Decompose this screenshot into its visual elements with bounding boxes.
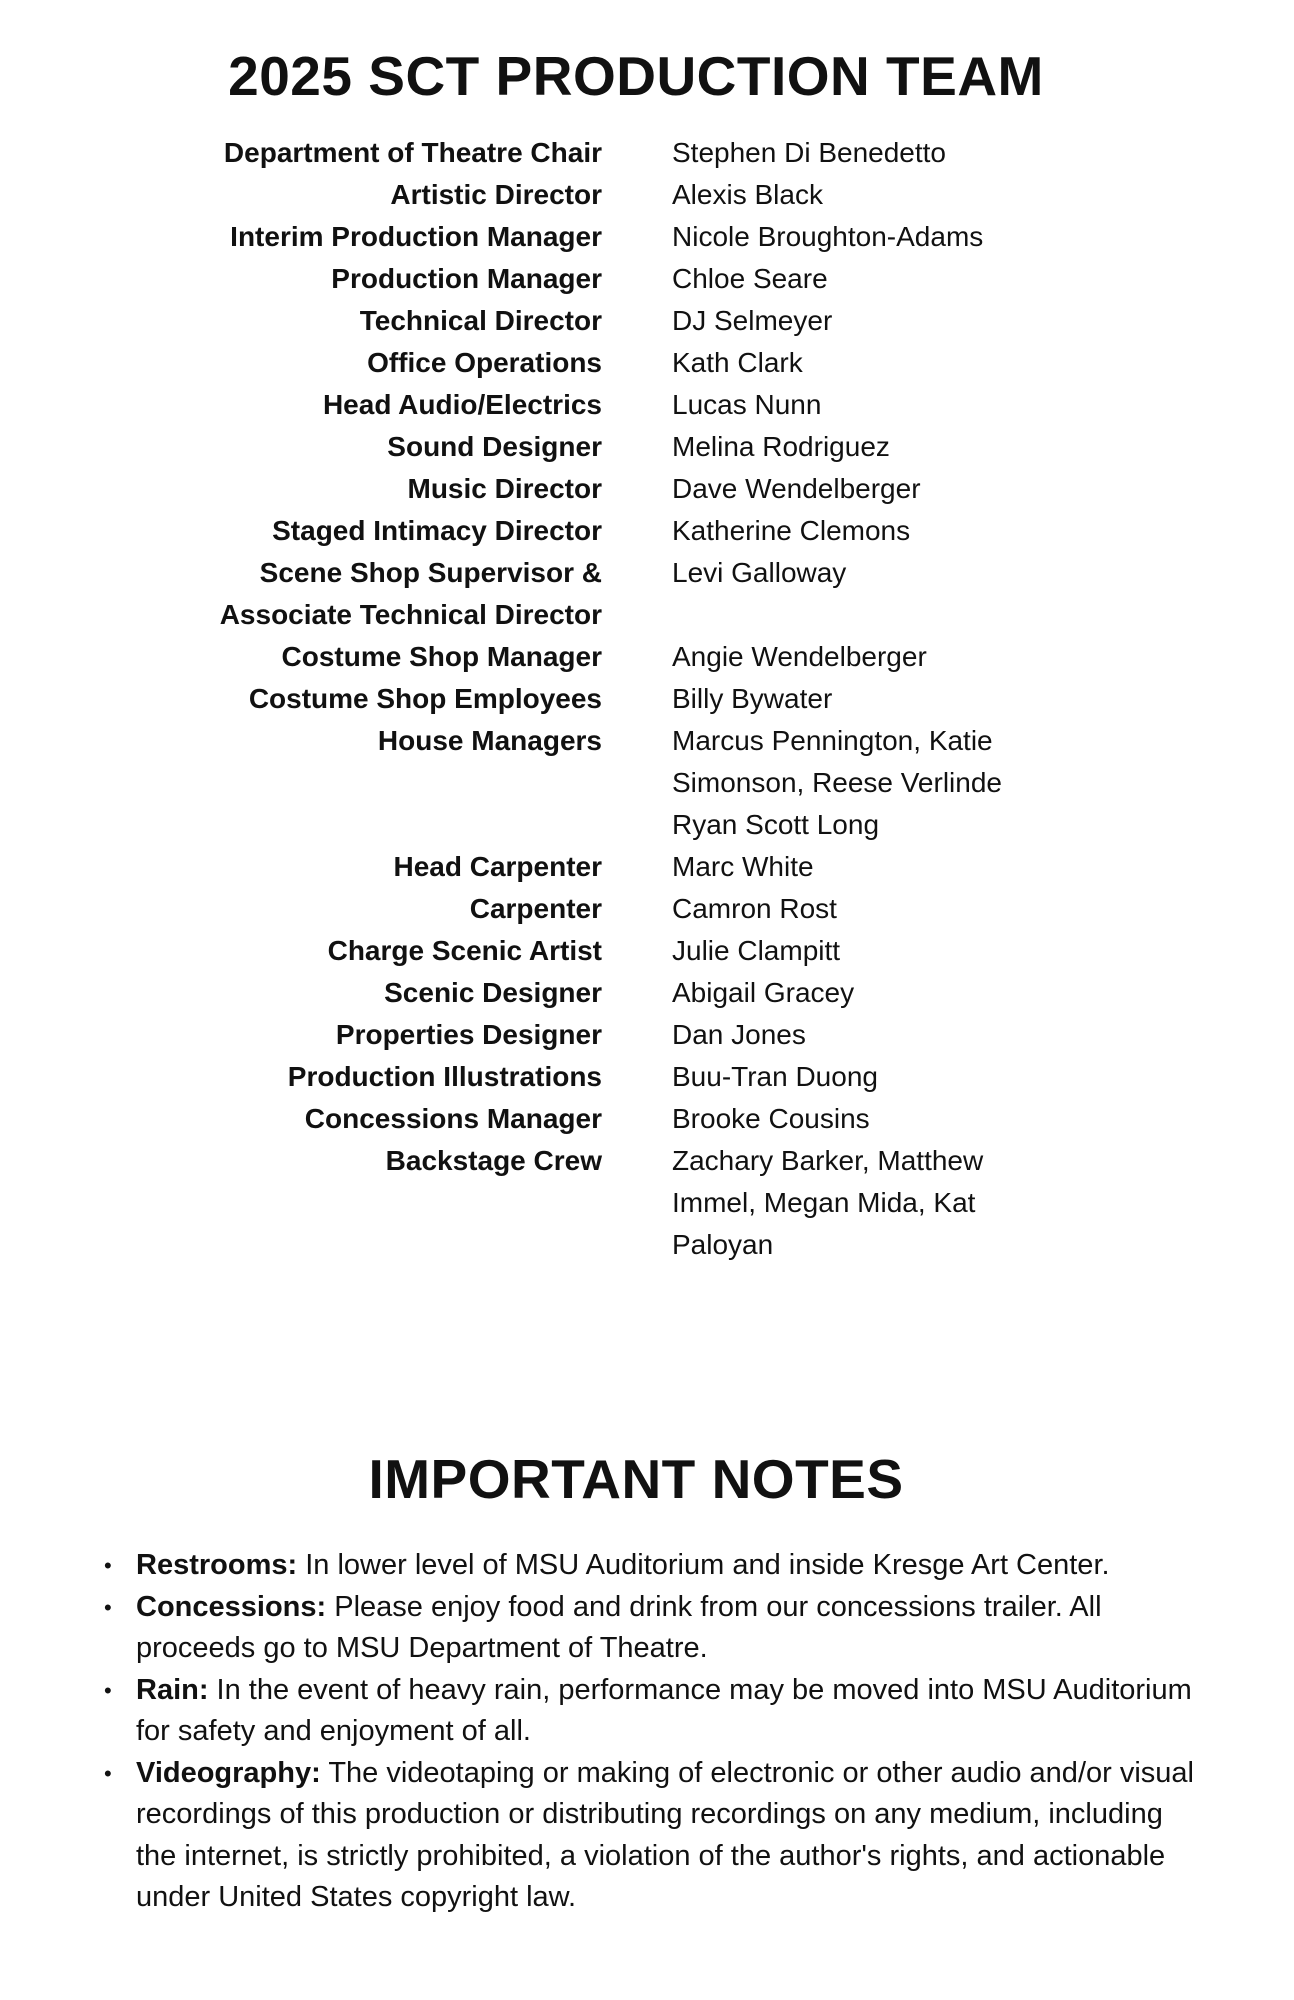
team-names — [637, 258, 1037, 300]
team-row — [0, 1056, 1294, 1098]
bullet-icon: • — [104, 1594, 112, 1620]
team-row — [0, 216, 1294, 258]
team-role-line: Department of Theatre Chair — [223, 137, 602, 168]
team-name-line: Simonson, Reese Verlinde — [672, 767, 1002, 798]
team-role-line: Head Carpenter — [393, 851, 602, 882]
team-role — [0, 258, 637, 300]
team-names — [637, 510, 1037, 552]
team-row — [0, 510, 1294, 552]
team-name-line: Alexis Black — [672, 179, 823, 210]
team-role-line: Costume Shop Employees — [248, 683, 602, 714]
team-role-line: House Managers — [377, 725, 602, 756]
team-name-line: Zachary Barker, Matthew — [672, 1145, 984, 1176]
team-row — [0, 342, 1294, 384]
team-name-line: Immel, Megan Mida, Kat — [672, 1187, 976, 1218]
team-names — [637, 1056, 1037, 1098]
note-label: Videography: — [136, 1756, 321, 1789]
team-names — [637, 972, 1037, 1014]
production-team-list — [0, 132, 1294, 1266]
team-names — [637, 426, 1037, 468]
team-name-line: Chloe Seare — [672, 263, 828, 294]
team-row — [0, 552, 1294, 636]
note-text: In lower level of MSU Auditorium and inside Kresge Art Center. — [297, 1549, 1110, 1581]
team-name-line: Paloyan — [672, 1229, 774, 1260]
team-role — [0, 342, 637, 384]
team-name-line: Kath Clark — [672, 347, 803, 378]
production-team-title: 2025 SCT PRODUCTION TEAM — [228, 45, 1044, 107]
team-role — [0, 846, 637, 888]
team-role-line: Interim Production Manager — [230, 221, 602, 252]
team-role-line: Head Audio/Electrics — [322, 389, 602, 420]
team-role — [0, 1056, 637, 1098]
team-name-line: Ryan Scott Long — [672, 809, 880, 840]
team-names — [637, 1014, 1037, 1056]
team-name-line: Katherine Clemons — [672, 515, 911, 546]
team-row — [0, 300, 1294, 342]
team-role-line: Production Manager — [331, 263, 602, 294]
team-role-line: Sound Designer — [387, 431, 602, 462]
team-role-line: Charge Scenic Artist — [327, 935, 602, 966]
team-names — [637, 1140, 1037, 1266]
important-notes-list — [98, 1545, 1208, 1919]
team-row — [0, 426, 1294, 468]
team-name-line: Buu-Tran Duong — [672, 1061, 878, 1092]
note-label: Concessions: — [136, 1590, 327, 1623]
team-name-line: Brooke Cousins — [672, 1103, 870, 1134]
team-role-line: Artistic Director — [390, 179, 602, 210]
note-label: Restrooms: — [136, 1549, 298, 1581]
team-names — [637, 216, 1037, 258]
team-role — [0, 972, 637, 1014]
team-name-line: Nicole Broughton-Adams — [672, 221, 984, 252]
bullet-icon: • — [104, 1677, 112, 1703]
team-row — [0, 1014, 1294, 1056]
team-row — [0, 972, 1294, 1014]
team-role — [0, 510, 637, 552]
team-role — [0, 174, 637, 216]
team-row — [0, 846, 1294, 888]
team-row — [0, 720, 1294, 846]
team-role-line: Office Operations — [367, 347, 602, 378]
team-role — [0, 930, 637, 972]
team-names — [637, 636, 1037, 678]
team-role — [0, 1098, 637, 1140]
team-names — [637, 342, 1037, 384]
team-role — [0, 132, 637, 174]
team-names — [637, 846, 1037, 888]
team-names — [637, 132, 1037, 174]
team-role — [0, 636, 637, 678]
team-role-line: Staged Intimacy Director — [272, 515, 602, 546]
team-role-line: Costume Shop Manager — [281, 641, 602, 672]
team-names — [637, 930, 1037, 972]
team-name-line: Marcus Pennington, Katie — [672, 725, 993, 756]
team-name-line: Melina Rodriguez — [672, 431, 890, 462]
note-text: The videotaping or making of electronic or other audio and/or visual recordings of this production or distributing recordings on any medium, including the internet, is strictly prohibited, a violation of the author's rights, and actionable under United States copyright law. — [136, 1756, 1194, 1913]
note-item — [98, 1587, 1208, 1670]
team-name-line: Dave Wendelberger — [672, 473, 921, 504]
team-role — [0, 384, 637, 426]
team-role-line: Scenic Designer — [384, 977, 602, 1008]
team-role — [0, 1014, 637, 1056]
note-label: Rain: — [136, 1673, 209, 1706]
team-role-line: Associate Technical Director — [219, 599, 602, 630]
team-name-line: Angie Wendelberger — [672, 641, 927, 672]
team-names — [637, 678, 1037, 720]
team-names — [637, 468, 1037, 510]
team-names — [637, 174, 1037, 216]
team-role — [0, 888, 637, 930]
important-notes-title: IMPORTANT NOTES — [368, 1448, 904, 1510]
team-role — [0, 300, 637, 342]
team-role-line: Concessions Manager — [304, 1103, 602, 1134]
team-row — [0, 468, 1294, 510]
team-name-line: Marc White — [672, 851, 814, 882]
team-name-line: Levi Galloway — [672, 557, 847, 588]
bullet-icon: • — [104, 1760, 112, 1786]
team-row — [0, 132, 1294, 174]
team-name-line: Stephen Di Benedetto — [672, 137, 946, 168]
team-name-line: DJ Selmeyer — [672, 305, 833, 336]
team-role — [0, 426, 637, 468]
team-role-line: Properties Designer — [335, 1019, 602, 1050]
team-names — [637, 384, 1037, 426]
team-name-line: Camron Rost — [672, 893, 837, 924]
team-names — [637, 720, 1037, 846]
team-row — [0, 384, 1294, 426]
team-name-line: Julie Clampitt — [672, 935, 841, 966]
team-role-line: Music Director — [407, 473, 602, 504]
note-item — [98, 1670, 1208, 1753]
team-name-line: Abigail Gracey — [672, 977, 855, 1008]
team-role-line: Carpenter — [469, 893, 602, 924]
team-role — [0, 1140, 637, 1182]
note-item — [98, 1545, 1208, 1587]
note-text: In the event of heavy rain, performance may be moved into MSU Auditorium for safety and enjoyment of all. — [136, 1673, 1192, 1747]
team-role — [0, 468, 637, 510]
bullet-icon: • — [104, 1553, 112, 1578]
note-text: Please enjoy food and drink from our concessions trailer. All proceeds go to MSU Department of Theatre. — [136, 1590, 1102, 1664]
team-name-line: Lucas Nunn — [672, 389, 822, 420]
team-role — [0, 216, 637, 258]
team-names — [637, 1098, 1037, 1140]
team-role — [0, 552, 637, 636]
team-name-line: Dan Jones — [672, 1019, 806, 1050]
team-role-line: Technical Director — [359, 305, 602, 336]
team-row — [0, 1140, 1294, 1266]
team-row — [0, 930, 1294, 972]
team-role — [0, 678, 637, 720]
team-role — [0, 720, 637, 762]
team-row — [0, 1098, 1294, 1140]
team-row — [0, 888, 1294, 930]
team-role-line: Scene Shop Supervisor & — [259, 557, 602, 588]
team-names — [637, 888, 1037, 930]
team-row — [0, 174, 1294, 216]
team-names — [637, 300, 1037, 342]
team-row — [0, 678, 1294, 720]
team-row — [0, 636, 1294, 678]
team-row — [0, 258, 1294, 300]
team-names — [637, 552, 1037, 594]
note-item — [98, 1753, 1208, 1919]
team-role-line: Production Illustrations — [287, 1061, 602, 1092]
team-name-line: Billy Bywater — [672, 683, 833, 714]
team-role-line: Backstage Crew — [385, 1145, 602, 1176]
